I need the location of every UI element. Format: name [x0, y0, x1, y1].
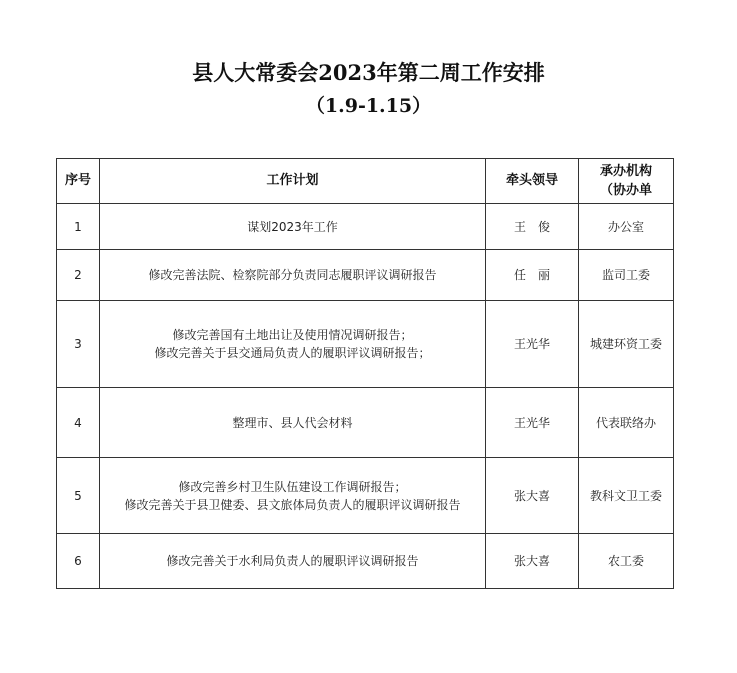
org-cell: 监司工委: [579, 250, 674, 301]
plan-line: 谋划2023年工作: [247, 219, 338, 234]
header-org: [579, 159, 674, 204]
table-header-row: [57, 159, 674, 204]
work-plan-table: [56, 158, 674, 589]
row-number: 3: [57, 301, 100, 388]
header-org-line2: （协办单: [599, 183, 652, 198]
header-no: 序号: [57, 159, 100, 204]
row-number: 4: [57, 388, 100, 458]
work-plan-cell: [100, 534, 486, 589]
table-row: [57, 204, 674, 250]
plan-line: 修改完善关于县卫健委、县文旅体局负责人的履职评议调研报告: [124, 497, 461, 512]
plan-line: 修改完善关于水利局负责人的履职评议调研报告: [166, 554, 419, 568]
org-cell: 城建环资工委: [579, 301, 674, 388]
leader-cell: 张大喜: [486, 534, 579, 589]
plan-line: 整理市、县人代会材料: [232, 415, 353, 430]
header-org-line1: 承办机构: [599, 164, 652, 179]
leader-cell: 王光华: [486, 301, 579, 388]
header-plan: 工作计划: [100, 159, 486, 204]
org-cell: 教科文卫工委: [579, 458, 674, 534]
leader-cell: 张大喜: [486, 458, 579, 534]
org-cell: 农工委: [579, 534, 674, 589]
date-range-subtitle: （1.9-1.15）: [305, 95, 432, 117]
table-row: [57, 388, 674, 458]
plan-line: 修改完善关于县交通局负责人的履职评议调研报告；: [154, 346, 431, 360]
leader-cell: 任 丽: [486, 250, 579, 301]
plan-line: 修改完善国有土地出让及使用情况调研报告；: [172, 328, 413, 342]
table-row: [57, 458, 674, 534]
header-leader: 牵头领导: [486, 159, 579, 204]
org-cell: 代表联络办: [579, 388, 674, 458]
work-plan-cell: [100, 388, 486, 458]
leader-cell: 王 俊: [486, 204, 579, 250]
leader-cell: 王光华: [486, 388, 579, 458]
org-cell: 办公室: [579, 204, 674, 250]
row-number: 5: [57, 458, 100, 534]
work-plan-cell: [100, 458, 486, 534]
row-number: 6: [57, 534, 100, 589]
table-row: [57, 250, 674, 301]
plan-line: 修改完善法院、检察院部分负责同志履职评议调研报告: [148, 268, 437, 282]
row-number: 2: [57, 250, 100, 301]
work-plan-cell: [100, 204, 486, 250]
work-plan-cell: [100, 250, 486, 301]
page-title: 县人大常委会2023年第二周工作安排: [192, 60, 545, 85]
table-row: [57, 534, 674, 589]
table-row: [57, 301, 674, 388]
plan-line: 修改完善乡村卫生队伍建设工作调研报告；: [178, 479, 407, 494]
row-number: 1: [57, 204, 100, 250]
work-plan-cell: [100, 301, 486, 388]
